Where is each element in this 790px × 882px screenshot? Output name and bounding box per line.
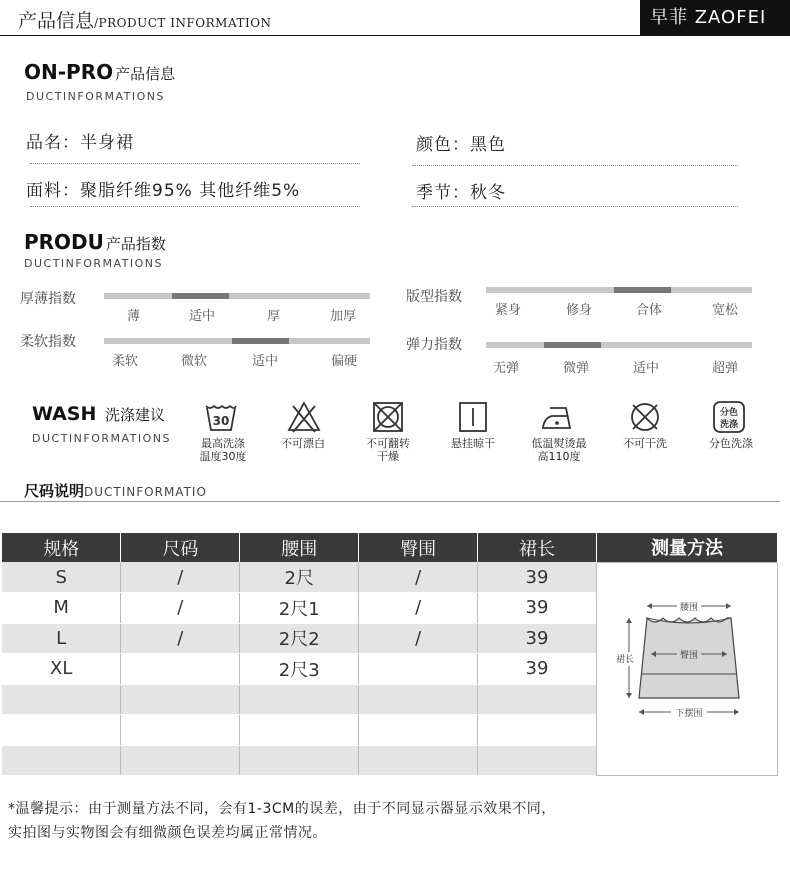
svg-text:裙长: 裙长 (615, 655, 634, 666)
product-color: 颜色：黑色 (416, 135, 506, 155)
wash-heading-en: WASH (32, 403, 97, 425)
dotted-divider (30, 206, 360, 207)
product-name: 品名：半身裙 (26, 133, 134, 153)
table-cell: / (359, 623, 478, 654)
thickness-tick: 适中 (189, 309, 216, 324)
fit-tick: 紧身 (495, 303, 522, 318)
header (0, 0, 790, 36)
product-season: 季节：秋冬 (416, 183, 506, 203)
fit-tick: 宽松 (712, 303, 739, 318)
elasticity-bar (486, 342, 752, 348)
elasticity-tick: 超弹 (712, 361, 739, 376)
table-cell (121, 654, 240, 685)
thickness-tick: 薄 (127, 309, 141, 324)
no-tumble-dry-icon (371, 400, 405, 434)
elasticity-tick: 无弹 (493, 361, 520, 376)
table-cell (121, 715, 240, 746)
no-tumble-dry-text: 不可翻转 干燥 (366, 437, 410, 463)
elasticity-label: 弹力指数 (406, 337, 462, 353)
softness-bar-marker (232, 338, 289, 344)
separate-wash-icon (712, 400, 746, 434)
product-info-heading (24, 60, 175, 84)
thickness-bar-marker (172, 293, 229, 299)
thickness-label: 厚薄指数 (20, 291, 76, 307)
size-chart-heading-cn: 尺码说明 (24, 482, 85, 500)
table-cell: XL (2, 654, 121, 685)
table-cell (359, 745, 478, 776)
wash-30-text: 最高洗涤 温度30度 (199, 437, 247, 463)
product-info-heading-cn: 产品信息 (115, 65, 176, 83)
no-dry-clean-icon (628, 400, 662, 434)
table-cell: / (121, 623, 240, 654)
fit-tick: 修身 (566, 303, 593, 318)
table-cell (478, 715, 597, 746)
size-table-header-cell: 规格 (2, 533, 121, 562)
size-table-header-cell: 裙长 (478, 533, 597, 562)
brand-logo: 早菲 ZAOFEI (640, 0, 790, 36)
softness-tick: 偏硬 (331, 354, 358, 369)
softness-bar (104, 338, 370, 344)
size-table (2, 533, 778, 776)
elasticity-tick: 微弹 (563, 361, 590, 376)
low-iron-icon (540, 400, 574, 434)
table-cell (121, 745, 240, 776)
table-cell: 39 (478, 593, 597, 624)
svg-text:下摆围: 下摆围 (675, 709, 703, 720)
table-cell (2, 745, 121, 776)
hang-dry-icon (456, 400, 490, 434)
thickness-tick: 厚 (267, 309, 281, 324)
table-cell (478, 745, 597, 776)
table-cell: / (121, 593, 240, 624)
dotted-divider (412, 206, 738, 207)
svg-text:臀围: 臀围 (679, 651, 698, 662)
thickness-tick: 加厚 (330, 309, 357, 324)
wash-heading-cn: 洗涤建议 (105, 406, 166, 424)
product-index-sub: DUCTINFORMATIONS (24, 257, 164, 270)
table-cell: / (359, 593, 478, 624)
table-cell (2, 715, 121, 746)
product-index-heading-en: PRODU (24, 230, 104, 254)
table-cell (359, 684, 478, 715)
wash-sub: DUCTINFORMATIONS (32, 432, 172, 445)
table-cell: / (121, 562, 240, 593)
wash-heading (32, 403, 165, 425)
elasticity-bar-marker (544, 342, 601, 348)
softness-tick: 柔软 (112, 354, 139, 369)
table-cell: / (359, 562, 478, 593)
softness-tick: 微软 (181, 354, 208, 369)
fit-bar-marker (614, 287, 671, 293)
table-cell: S (2, 562, 121, 593)
note-line-1: *温馨提示：由于测量方法不同，会有1-3CM的误差，由于不同显示器显示效果不同， (8, 801, 556, 817)
dotted-divider (30, 163, 360, 164)
svg-text:腰围: 腰围 (679, 603, 698, 614)
fit-bar (486, 287, 752, 293)
fit-label: 版型指数 (406, 289, 462, 305)
table-row (2, 562, 778, 593)
product-info-heading-en: ON-PRO (24, 60, 114, 84)
product-info-sub: DUCTINFORMATIONS (26, 90, 166, 103)
table-cell (240, 684, 359, 715)
header-title (18, 6, 272, 33)
softness-label: 柔软指数 (20, 334, 76, 350)
hang-dry-text: 悬挂晾干 (451, 437, 495, 450)
measurement-diagram (596, 562, 777, 776)
table-cell: 39 (478, 654, 597, 685)
product-index-heading-cn: 产品指数 (105, 235, 166, 253)
table-cell (121, 684, 240, 715)
size-table-header-cell: 测量方法 (596, 533, 777, 562)
table-cell (240, 745, 359, 776)
table-cell: L (2, 623, 121, 654)
size-table-header-cell: 腰围 (240, 533, 359, 562)
table-cell: 2尺 (240, 562, 359, 593)
fit-tick: 合体 (636, 303, 663, 318)
table-cell (240, 715, 359, 746)
no-dry-clean-text: 不可干洗 (623, 437, 667, 450)
size-chart-divider (0, 501, 780, 502)
wash-30-icon (204, 400, 238, 434)
no-bleach-text: 不可漂白 (281, 437, 325, 450)
table-cell (359, 715, 478, 746)
product-fabric: 面料：聚脂纤维95% 其他纤维5% (26, 181, 301, 201)
size-table-header-cell: 臀围 (359, 533, 478, 562)
elasticity-tick: 适中 (633, 361, 660, 376)
dotted-divider (412, 165, 738, 166)
softness-tick: 适中 (252, 354, 279, 369)
skirt-diagram-icon (599, 566, 775, 766)
separate-wash-icon-label-2: 洗涤 (719, 420, 739, 430)
table-cell: 2尺3 (240, 654, 359, 685)
table-cell: 2尺1 (240, 593, 359, 624)
table-cell (359, 654, 478, 685)
table-cell: 39 (478, 623, 597, 654)
separate-wash-icon-label-1: 分色 (719, 408, 739, 418)
no-bleach-icon (287, 400, 321, 434)
wash-30-icon-label: 30 (212, 414, 230, 428)
size-table-header-cell: 尺码 (121, 533, 240, 562)
table-cell (2, 684, 121, 715)
separate-wash-text: 分色洗涤 (709, 437, 753, 450)
header-divider (0, 35, 640, 36)
note-line-2: 实拍图与实物图会有细微颜色误差均属正常情况。 (8, 825, 327, 841)
header-title-cn: 产品信息 (18, 10, 95, 32)
table-cell: 39 (478, 562, 597, 593)
low-iron-text: 低温熨烫最 高110度 (531, 437, 587, 463)
table-cell (478, 684, 597, 715)
table-cell: 2尺2 (240, 623, 359, 654)
thickness-bar (104, 293, 370, 299)
size-chart-heading (24, 480, 207, 501)
size-table-header (2, 533, 778, 562)
table-cell: M (2, 593, 121, 624)
header-subtitle: /PRODUCT INFORMATION (94, 16, 272, 30)
size-chart-heading-sub: DUCTINFORMATIO (84, 485, 207, 499)
product-index-heading (24, 230, 166, 254)
